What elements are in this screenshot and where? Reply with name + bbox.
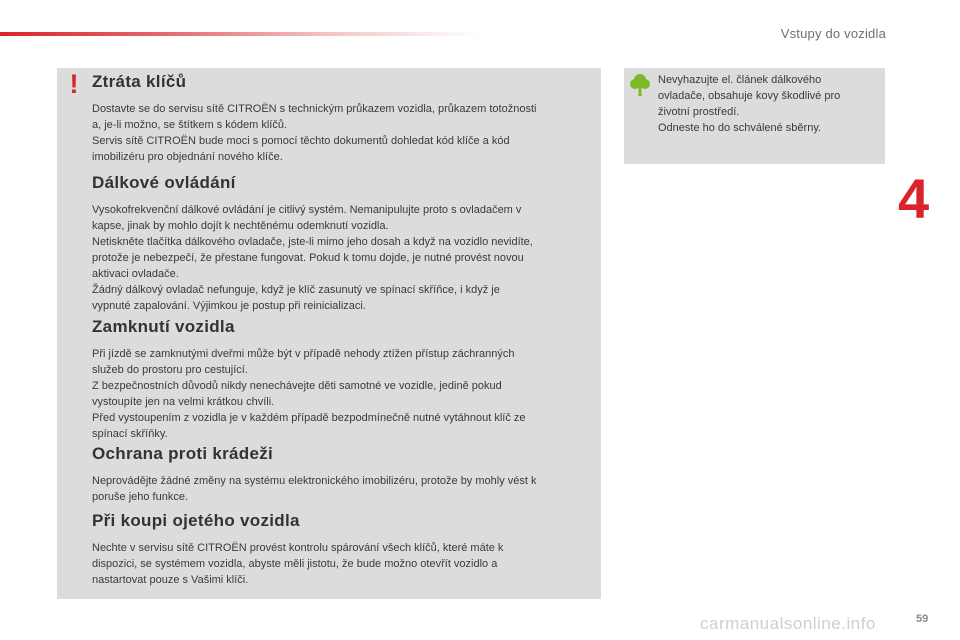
- section-title: Ochrana proti krádeži: [92, 444, 274, 463]
- section-used-vehicle: [92, 511, 594, 588]
- section-locking: [92, 317, 594, 442]
- section-text: Dostavte se do servisu sítě CITROËN s technickým průkazem vozidla, průkazem totožnosti a, je-li možno, se štítkem s kódem klíčů. Servis sítě CITROËN bude moci s pomocí těchto dokumentů dohledat kód klíče a kód imobilizéru pro objednání nového klíče.: [92, 103, 537, 163]
- header-accent-bar: [0, 32, 480, 36]
- section-text: Vysokofrekvenční dálkové ovládání je citlivý systém. Nemanipulujte proto s ovladačem v kapse, jinak by mohlo dojít k nechtěnému odemknutí vozidla. Netiskněte tlačítka dálkového ovladače, jste-li mimo jeho dosah a když na vozidlo nevidíte, protože je nebezpečí, že přestane fungovat. Pokud k tomu dojde, je nutné provést novou aktivaci ovladače. Žádný dálkový ovladač nefunguje, když je klíč zasunutý ve spínací skříňce, i když je vypnuté zapalování. Výjimkou je postup při reinicializaci.: [92, 204, 533, 312]
- tree-icon: [630, 73, 650, 97]
- section-lost-keys: [92, 72, 594, 165]
- page-header-title: Vstupy do vozidla: [780, 26, 886, 41]
- section-remote-control: [92, 173, 594, 314]
- section-title: Ztráta klíčů: [92, 72, 187, 91]
- section-anti-theft: [92, 444, 594, 505]
- section-text: Neprovádějte žádné změny na systému elektronického imobilizéru, protože by mohly vést k poruše jeho funkce.: [92, 475, 537, 503]
- section-title: Dálkové ovládání: [92, 173, 236, 192]
- environment-note-text: Nevyhazujte el. článek dálkového ovladače, obsahuje kovy škodlivé pro životní prostředí. Odneste ho do schválené sběrny.: [658, 74, 841, 134]
- section-text: Při jízdě se zamknutými dveřmi může být v případě nehody ztížen přístup záchranných služeb do prostoru pro cestující. Z bezpečnostních důvodů nikdy nenechávejte děti samotné ve vozidle, jedině pokud vystoupíte jen na velmi krátkou chvíli. Před vystoupením z vozidla je v každém případě bezpodmínečně nutné vytáhnout klíč ze spínací skříňky.: [92, 348, 526, 440]
- watermark-text: carmanualsonline.info: [700, 614, 876, 633]
- section-title: Při koupi ojetého vozidla: [92, 511, 300, 530]
- section-title: Zamknutí vozidla: [92, 317, 235, 336]
- warning-icon: !: [69, 69, 79, 99]
- page-number: 59: [916, 613, 929, 625]
- chapter-number: 4: [898, 167, 930, 230]
- section-text: Nechte v servisu sítě CITROËN provést kontrolu spárování všech klíčů, které máte k dispozici, se systémem vozidla, abyste měli jistotu, že bude možno otevřít vozidlo a nastartovat pouze s Vašimi klíči.: [92, 542, 504, 586]
